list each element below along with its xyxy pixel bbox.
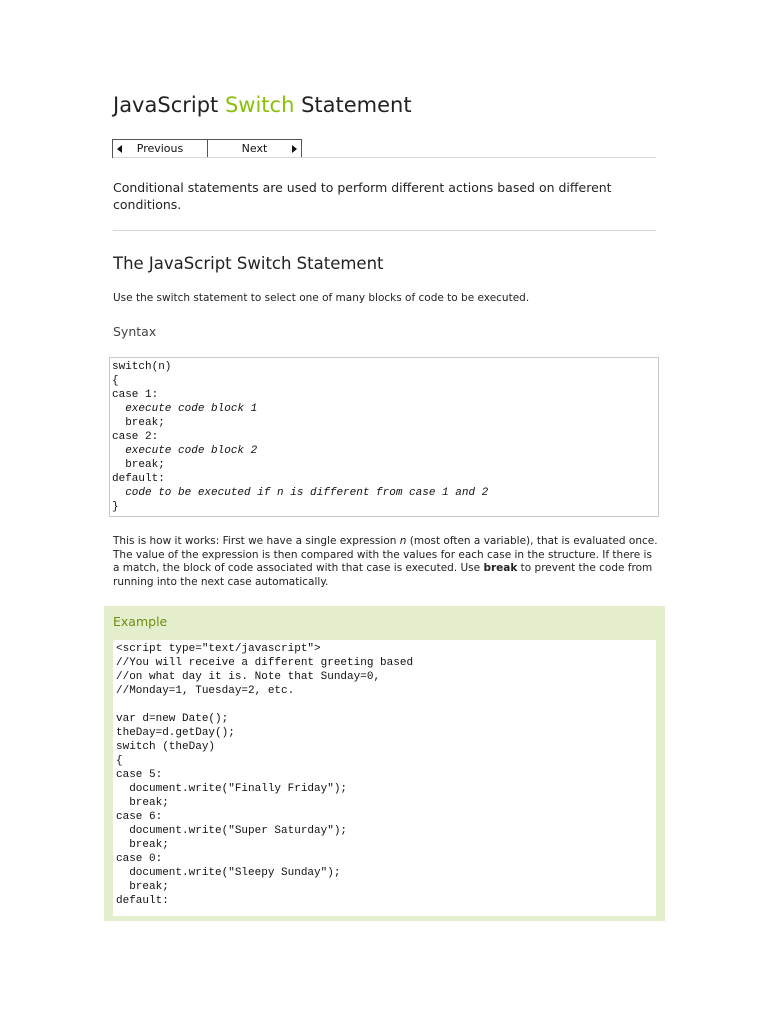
title-accent: Switch xyxy=(224,93,295,117)
explanation-keyword: break xyxy=(483,562,518,575)
title-prefix: JavaScript xyxy=(113,93,225,117)
code-line: execute code block 1 xyxy=(125,403,258,415)
divider xyxy=(113,157,656,158)
section-title: The JavaScript Switch Statement xyxy=(113,254,384,273)
code-line: } xyxy=(112,501,119,513)
syntax-code-box xyxy=(109,357,659,517)
code-line: execute code block 2 xyxy=(125,445,258,457)
triangle-left-icon xyxy=(117,145,122,153)
syntax-label: Syntax xyxy=(113,324,157,339)
previous-label: Previous xyxy=(136,142,184,155)
divider xyxy=(113,230,656,231)
code-line: case 2: xyxy=(112,431,159,443)
code-line: break; xyxy=(112,417,165,429)
title-suffix: Statement xyxy=(294,93,412,117)
explanation-variable: n xyxy=(399,535,407,547)
explanation-text xyxy=(113,535,661,589)
example-code: <script type="text/javascript"> //You will receive a different greeting based //on what day it is. Note that Sunday=0, //Monday=1, Tuesday=2, etc. var d=new Date(); theDay=d.getDay(); switch (theDay) { case 5: document.write("Finally Friday"); break; case 6: document.write("Super Saturday"); break; case 0: document.write("Sleepy Sunday"); break; default: xyxy=(116,643,414,907)
code-line: break; xyxy=(112,459,165,471)
triangle-right-icon xyxy=(292,145,297,153)
explanation-part: This is how it works: First we have a single expression xyxy=(113,535,400,547)
code-line: { xyxy=(112,375,119,387)
syntax-code xyxy=(112,360,658,514)
example-label: Example xyxy=(113,614,168,629)
next-label: Next xyxy=(241,142,268,155)
example-code-box xyxy=(113,640,656,916)
pagination-nav xyxy=(112,139,302,158)
next-button[interactable] xyxy=(208,139,302,158)
previous-button[interactable] xyxy=(112,139,208,158)
code-line: switch(n) xyxy=(112,361,172,373)
explanation-part: (most often a variable), that is evaluated once. The value of the expression is then compared with the values for each case in the structure. If there is a match, the block of code associated with that case is executed. Use xyxy=(113,535,658,575)
intro-text: Conditional statements are used to perform different actions based on different conditions. xyxy=(113,180,612,212)
section-lead: Use the switch statement to select one of many blocks of code to be executed. xyxy=(113,292,530,304)
explanation-part: to prevent the code from running into the next case automatically. xyxy=(113,562,653,588)
example-box xyxy=(104,606,665,921)
page-title xyxy=(113,93,412,117)
code-line: code to be executed if n is different from case 1 and 2 xyxy=(125,487,489,499)
code-line: case 1: xyxy=(112,389,159,401)
code-line: default: xyxy=(112,473,165,485)
